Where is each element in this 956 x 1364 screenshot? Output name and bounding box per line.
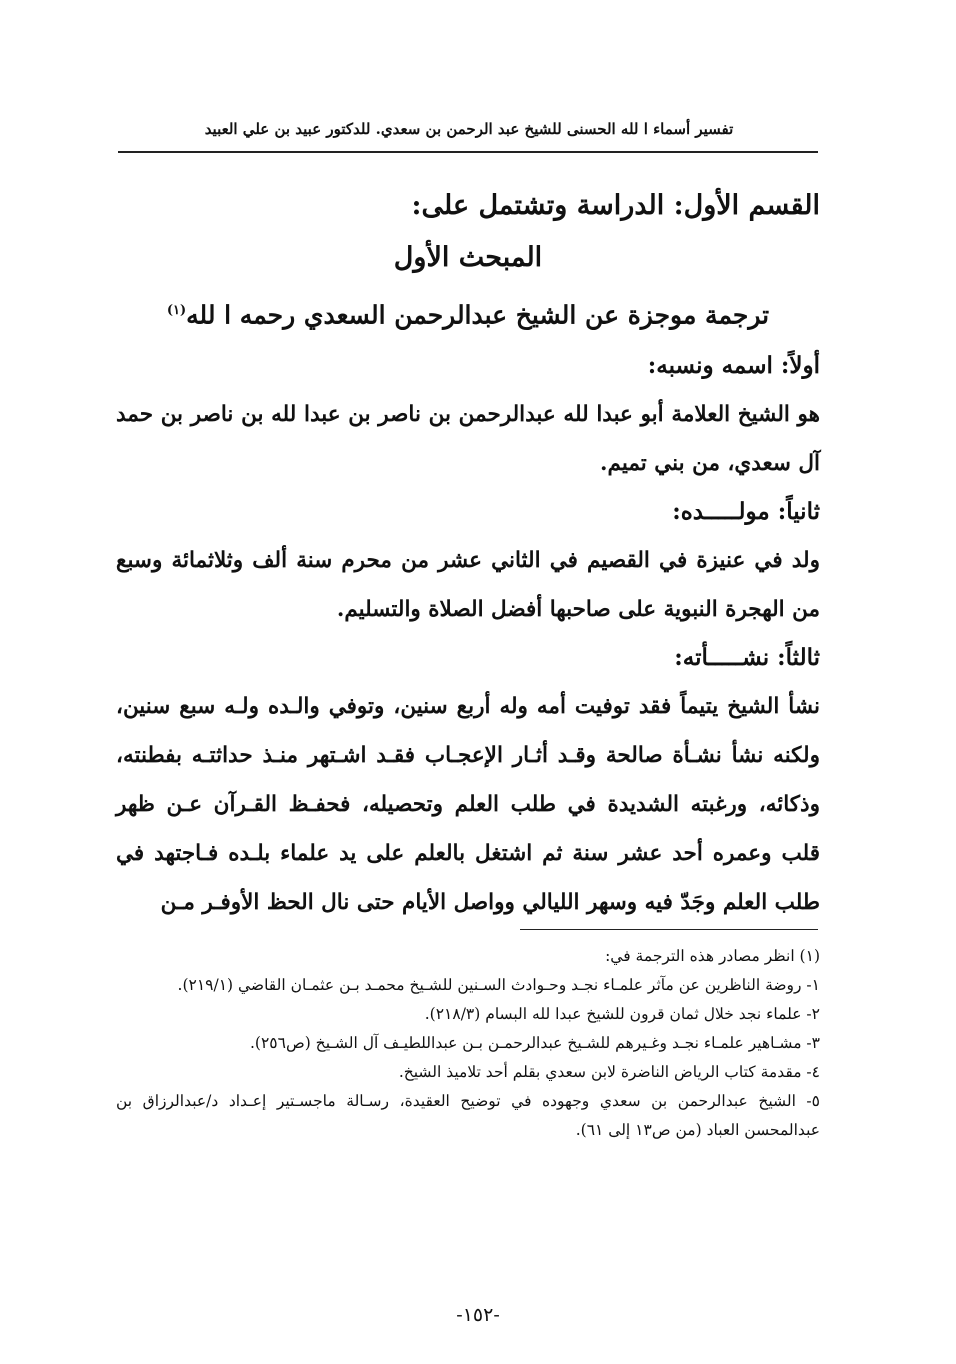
footnote-intro: (١) انظر مصادر هذه الترجمة في: — [605, 947, 820, 965]
footnote-item: ٣- مشـاهير علمـاء نجـد وغـيرهم للشـيخ عبدالرحمـن بـن عبداللطيـف آل الشـيخ (ص٢٥٦). — [250, 1034, 820, 1052]
footnote-marker: (١) — [166, 303, 187, 318]
section-title: القسم الأول: الدراسة وتشتمل على: — [411, 190, 820, 221]
biography-title-text: ترجمة موجزة عن الشيخ عبدالرحمن السعدي رحمه ا لله — [186, 300, 770, 330]
footnotes — [116, 942, 820, 1145]
footnote-item: ٤- مقدمة كتاب الرياض الناضرة لابن سعدي بقلم أحد تلاميذ الشيخ. — [398, 1063, 820, 1081]
footnote-item: ١- روضة الناظرين عن مآثر علمـاء نجـد وحـوادث السـنين للشـيخ محمـد بـن عثمـان القاضي (٢١٩/١). — [177, 976, 820, 994]
paragraph-upbringing: نشأ الشيخ يتيماً فقد توفيت أمه وله أربع سنين، وتوفي والـده ولـه سبع سنين، ولكنه نشأ نشـأة صالحة وقـد أثـار الإعجـاب فقـد اشـتهر منـذ حداثتـه بفطنته، وذكائه، ورغبته الشديدة في طلب العلم وتحصيله، فحفـظ القـرآن عـن ظهر قلب وعمره أحد عشر سنة ثم اشتغل بالعلم على يد علماء بلـده فـاجتهد في طلب العلم وجَدّ فيه وسهر الليالي وواصل الأيام حتى نال الحظ الأوفـر مـن — [116, 694, 820, 916]
footnote-item: ٢- علماء نجد خلال ثمان قرون للشيخ عبدا لله البسام (٢١٨/٣). — [424, 1005, 820, 1023]
chapter-title: المبحث الأول — [393, 242, 543, 273]
main-text — [116, 180, 820, 927]
heading-name-lineage: أولاً: اسمه ونسبه: — [647, 352, 820, 380]
running-header: تفسير أسماء ا لله الحسنى للشيخ عبد الرحمن بن سعدي. للدكتور عبيد بن علي العبيد — [204, 120, 734, 138]
footnote-item: ٥- الشيخ عبدالرحمن بن سعدي وجهوده في توضيح العقيدة، رسـالة ماجسـتير إعـداد د/عبدالرزاق بن عبدالمحسن العباد (من ص١٣ إلى ٦١). — [116, 1092, 820, 1139]
heading-upbringing: ثالثاً: نشـــــأته: — [674, 644, 820, 672]
heading-birth: ثانياً: مولـــــده: — [672, 498, 820, 526]
page-number: -١٥٢- — [456, 1304, 500, 1326]
footnote-rule — [520, 929, 818, 930]
paragraph-name-lineage: هو الشيخ العلامة أبو عبدا لله عبدالرحمن بن ناصر بن عبدا لله بن ناصر بن حمد آل سعدي، من بني تميم. — [116, 402, 820, 477]
header-rule — [118, 151, 818, 153]
biography-title — [116, 284, 820, 342]
paragraph-birth: ولد في عنيزة في القصيم في الثاني عشر من محرم سنة ألف وثلاثمائة وسبع من الهجرة النبوية على صاحبها أفضل الصلاة والتسليم. — [116, 548, 820, 623]
